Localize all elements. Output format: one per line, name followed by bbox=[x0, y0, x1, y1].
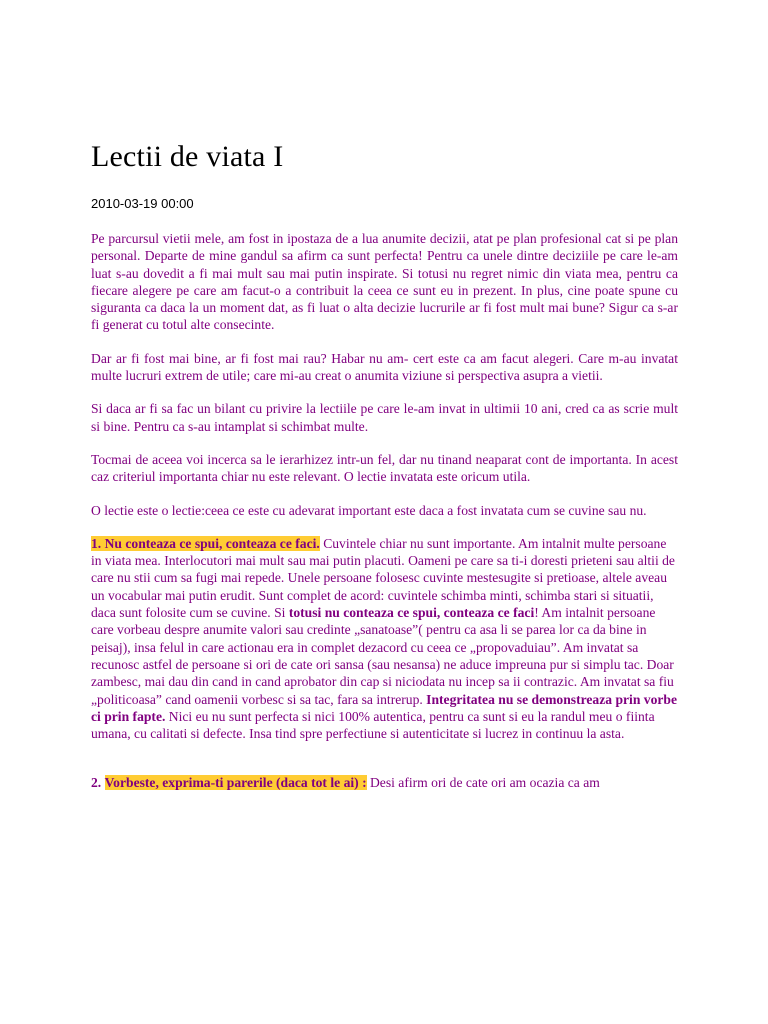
lesson-heading: Nu conteaza ce spui, conteaza ce faci. bbox=[104, 535, 320, 551]
lesson-text: ! Am intalnit persoane care vorbeau despre anumite valori sau credinte „sanatoase”( pentru ca asa li se parea lor ca da bine in peisaj), insa felul in care actionau era in complet dezacord cu ceea ce „propovaduiau”. Am invatat sa recunosc astfel de persoane si ori de cate ori sansa (sau nesansa) ne aduce impreuna pur si simplu tac. Doar zambesc, mai dau din cand in cand aprobator din cap si niciodata nu incep sa ii contrazic. Am invatat sa fiu „politicoasa” cand oamenii vorbesc si sa tac, fara sa intrerup. bbox=[91, 605, 674, 707]
paragraph: Tocmai de aceea voi incerca sa le ierarhizez intr-un fel, dar nu tinand neaparat cont de importanta. In acest caz criteriul importanta chiar nu este relevant. O lectie invatata este oricum utila. bbox=[91, 451, 678, 485]
spacer bbox=[91, 758, 678, 774]
lesson-heading: Vorbeste, exprima-ti parerile (daca tot le ai) : bbox=[104, 775, 367, 791]
paragraph: Si daca ar fi sa fac un bilant cu privire la lectiile pe care le-am invat in ultimii 10 ani, cred ca as scrie mult si bine. Pentru ca s-au intamplat si schimbat multe. bbox=[91, 401, 678, 434]
lesson-number: 1. bbox=[91, 535, 102, 551]
paragraph: O lectie este o lectie:ceea ce este cu adevarat important este daca a fost invatata cum se cuvine sau nu. bbox=[91, 502, 647, 518]
lesson-text: Nici eu nu sunt perfecta si nici 100% autentica, pentru ca sunt si eu la randul meu o fiinta umana, cu calitati si defecte. Insa tind spre perfectiune si autenticitate si lucrez in continuu la asta. bbox=[91, 708, 655, 742]
lesson-1 bbox=[91, 535, 678, 743]
lesson-text: Desi afirm ori de cate ori am ocazia ca am bbox=[366, 775, 600, 791]
article-body bbox=[91, 230, 678, 808]
lesson-number: 2. bbox=[91, 775, 102, 791]
article-title: Lectii de viata I bbox=[91, 140, 284, 173]
paragraph: Dar ar fi fost mai bine, ar fi fost mai rau? Habar nu am- cert este ca am facut alegeri. Care m-au invatat multe lucruri extrem de utile; care mi-au creat o anumita viziune si perspectiva asupra a vietii. bbox=[91, 350, 678, 384]
lesson-emphasis: Integritatea nu se demonstreaza prin vorbe ci prin fapte. bbox=[91, 691, 677, 724]
lesson-emphasis: totusi nu conteaza ce spui, conteaza ce faci bbox=[288, 605, 535, 621]
paragraph: Pe parcursul vietii mele, am fost in ipostaza de a lua anumite decizii, atat pe plan profesional cat si pe plan personal. Departe de mine gandul sa afirm ca sunt perfecta! Pentru ca unele dintre deciziile pe care le-am luat s-au dovedit a fi mai mult sau mai putin inspirate. Si totusi nu regret nimic din viata mea, pentru ca fiecare alegere pe care am facut-o a contribuit la ceea ce sunt eu in prezent. In plus, cine poate spune cu siguranta ca daca la un moment dat, as fi luat o alta decizie lucrurile ar fi fost mult mai bune? Sigur ca s-ar fi generat cu totul alte consecinte. bbox=[91, 231, 678, 333]
lesson-2 bbox=[91, 774, 678, 791]
lesson-text: Cuvintele chiar nu sunt importante. Am intalnit multe persoane in viata mea. Interlocutori mai mult sau mai putin placuti. Oameni pe care sa ti-i doresti prieteni sau altii de care nu stii cum sa fugi mai repede. Unele persoane folosesc cuvinte mestesugite si pretioase, altele aveau un vocabular mai putin erudit. Sunt complet de acord: cuvintele schimba minti, schimba stari si situatii, daca sunt folosite cum se cuvine. Si bbox=[91, 535, 675, 621]
lesson-1-highlight bbox=[91, 536, 320, 551]
article-date: 2010-03-19 00:00 bbox=[91, 196, 194, 211]
